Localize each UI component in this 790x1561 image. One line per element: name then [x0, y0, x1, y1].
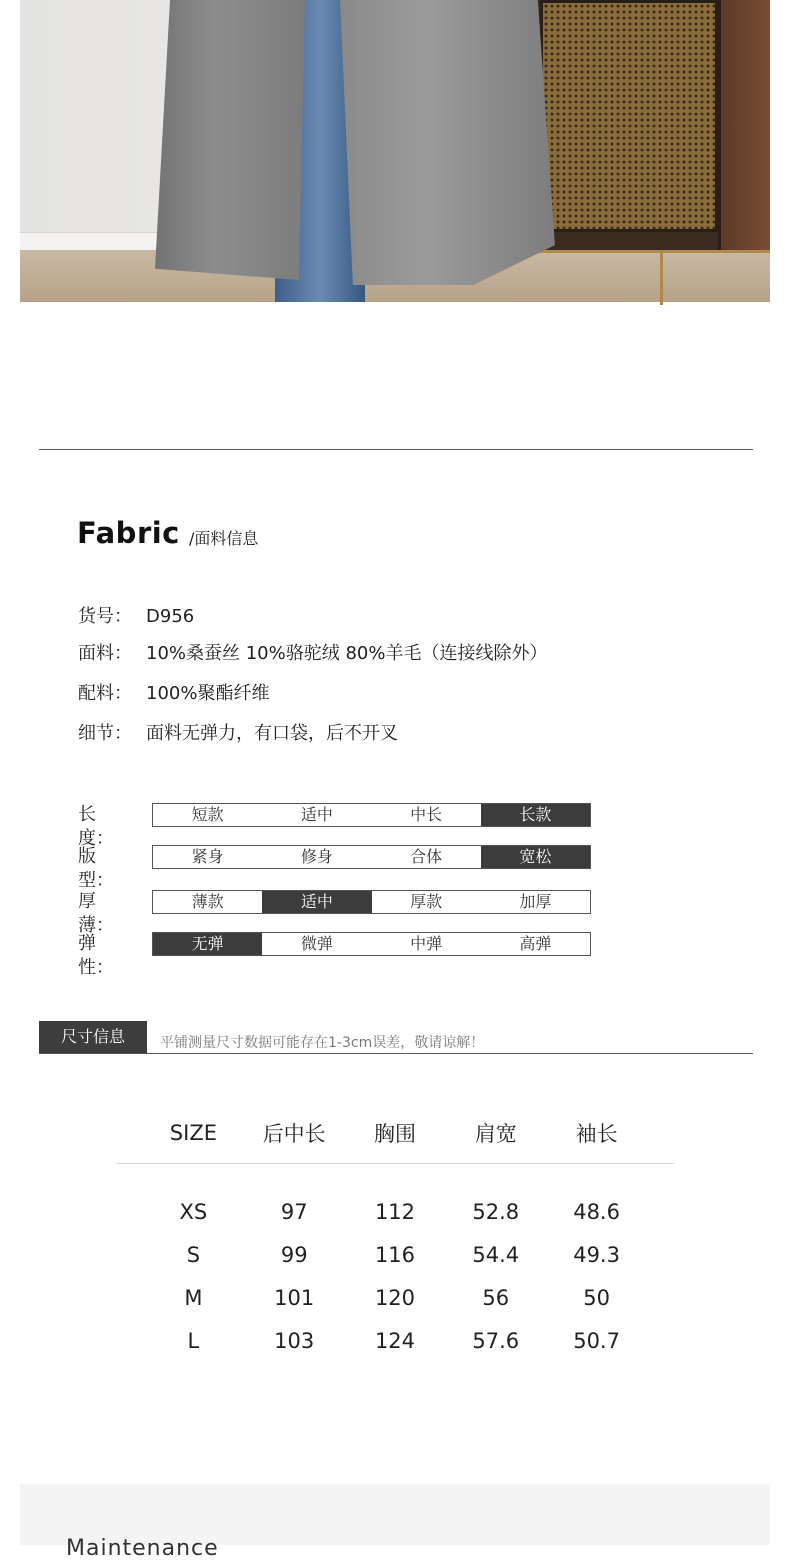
table-cell: 99	[280, 1242, 308, 1267]
spec-item-number	[78, 602, 194, 628]
scale-options	[152, 890, 591, 914]
photo-baseboard	[20, 232, 180, 250]
scale-option: 修身	[300, 847, 333, 866]
table-cell: 116	[374, 1242, 416, 1267]
spec-value: 100%聚酯纤维	[146, 683, 270, 704]
column-header: 后中长	[262, 1122, 326, 1146]
table-cell: 124	[374, 1328, 416, 1353]
scale-option: 宽松	[481, 846, 590, 868]
table-cell: 48.6	[573, 1199, 620, 1224]
table-row	[143, 1276, 647, 1319]
column-header: 袖长	[575, 1122, 618, 1146]
scale-option: 中弹	[410, 934, 443, 953]
scale-option: 适中	[262, 891, 371, 913]
scale-label: 弹性：	[78, 933, 114, 978]
scale-option: 合体	[410, 847, 443, 866]
section-divider	[39, 449, 753, 450]
scale-option: 短款	[191, 805, 224, 824]
coat-right-panel	[340, 0, 555, 285]
table-row	[143, 1233, 647, 1276]
scale-option: 薄款	[191, 892, 224, 911]
scale-option: 微弹	[300, 934, 333, 953]
scale-options	[152, 932, 591, 956]
column-header: 肩宽	[474, 1122, 517, 1146]
spec-lining	[78, 679, 269, 705]
size-table-header	[143, 1116, 647, 1150]
scale-option: 无弹	[153, 933, 262, 955]
table-cell: 52.8	[472, 1199, 520, 1224]
table-cell: L	[187, 1328, 200, 1353]
table-row	[143, 1319, 647, 1362]
table-cell: S	[186, 1242, 201, 1267]
scale-option: 长款	[481, 804, 590, 826]
column-header: 胸围	[373, 1122, 416, 1146]
table-header-divider	[116, 1163, 674, 1164]
table-cell: 50.7	[573, 1328, 620, 1353]
fabric-title: Fabric	[77, 516, 180, 550]
table-cell: 112	[374, 1199, 416, 1224]
table-cell: 56	[482, 1285, 510, 1310]
size-table-body	[143, 1190, 647, 1362]
spec-label: 货号：	[78, 606, 132, 627]
cabinet-side	[718, 0, 770, 250]
cabinet-legs	[540, 250, 770, 302]
scale-option: 紧身	[191, 847, 224, 866]
spec-label: 配料：	[78, 683, 132, 704]
spec-fabric	[78, 639, 547, 665]
spec-label: 细节：	[78, 723, 132, 744]
spec-label: 面料：	[78, 643, 132, 664]
scale-option: 中长	[410, 805, 443, 824]
table-cell: M	[184, 1285, 203, 1310]
scale-option: 高弹	[519, 934, 552, 953]
scale-options	[152, 845, 591, 869]
scale-label: 厚薄：	[78, 891, 114, 936]
spec-value: 10%桑蚕丝 10%骆驼绒 80%羊毛（连接线除外）	[146, 643, 548, 664]
table-cell: 103	[274, 1328, 315, 1353]
spec-details	[78, 719, 398, 745]
table-cell: 97	[280, 1199, 308, 1224]
spec-value: D956	[146, 606, 195, 627]
table-cell: 50	[583, 1285, 610, 1310]
scale-option: 厚款	[410, 892, 443, 911]
product-photo	[20, 0, 770, 302]
size-info-tag: 尺寸信息	[39, 1021, 147, 1053]
spec-value: 面料无弹力，有口袋，后不开叉	[146, 723, 398, 744]
table-cell: 101	[274, 1285, 315, 1310]
size-info-divider	[39, 1053, 753, 1054]
table-cell: XS	[179, 1199, 208, 1224]
table-row	[143, 1190, 647, 1233]
cabinet-mesh-panel	[540, 0, 718, 232]
table-cell: 57.6	[472, 1328, 520, 1353]
column-header: SIZE	[169, 1121, 217, 1145]
scale-label: 版型：	[78, 846, 114, 891]
scale-label: 长度：	[78, 804, 114, 849]
fabric-subtitle: /面料信息	[189, 529, 259, 548]
table-cell: 54.4	[472, 1242, 520, 1267]
scale-option: 加厚	[519, 892, 552, 911]
maintenance-panel	[20, 1484, 770, 1561]
table-header-row	[143, 1116, 647, 1150]
scale-options	[152, 803, 591, 827]
coat-left-panel	[155, 0, 305, 280]
scale-option: 适中	[300, 805, 333, 824]
maintenance-title: Maintenance	[66, 1536, 219, 1561]
table-cell: 120	[374, 1285, 416, 1310]
size-info-note: 平铺测量尺寸数据可能存在1-3cm误差，敬请谅解！	[160, 1035, 485, 1051]
table-cell: 49.3	[573, 1242, 620, 1267]
